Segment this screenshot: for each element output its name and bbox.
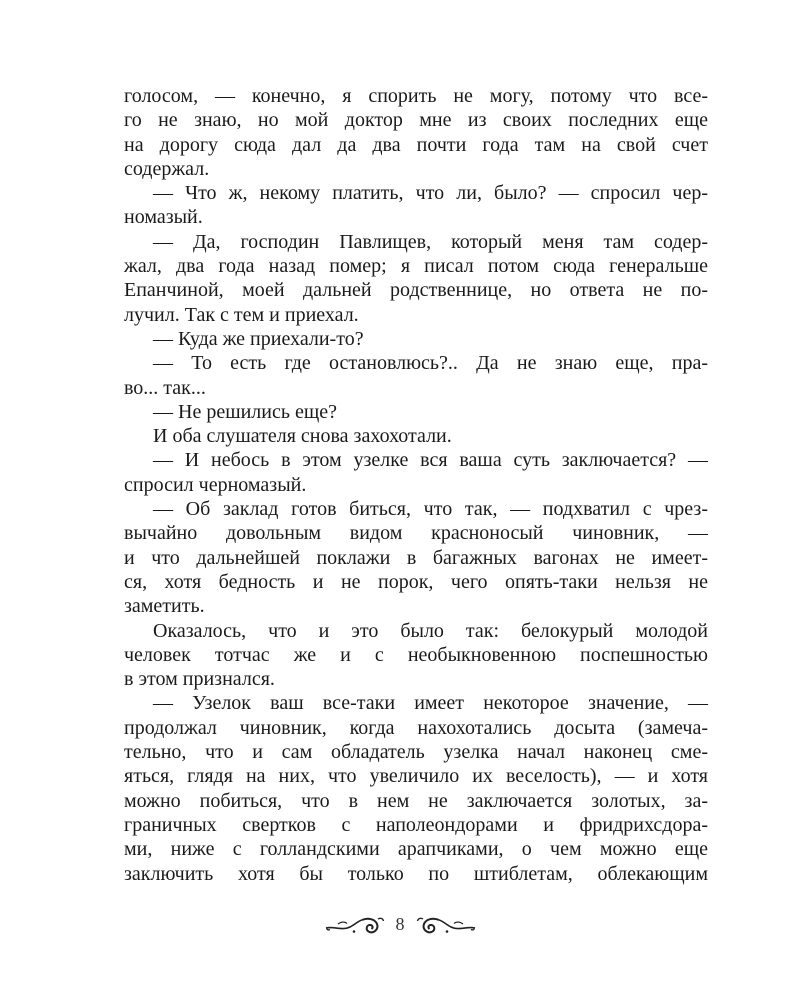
text-line: продолжал чиновник, когда нахохотались досыта (замеча-	[124, 716, 708, 739]
text-line: яться, глядя на них, что увеличило их веселость), — и хотя	[124, 765, 708, 788]
text-line: человек тотчас же и с необыкновенною поспешностью	[124, 643, 708, 666]
text-line: заключить хотя бы только по штиблетам, облекающим	[124, 862, 708, 885]
text-line: го не знаю, но мой доктор мне из своих последних еще	[124, 109, 708, 132]
text-line: — Об заклад готов биться, что так, — подхватил с чрез-	[153, 498, 708, 521]
text-line: в этом признался.	[124, 668, 275, 691]
text-line: на дорогу сюда дал да два почти года там на свой счет	[124, 133, 708, 156]
text-line: голосом, — конечно, я спорить не могу, потому что все-	[124, 85, 708, 107]
text-line: ми, ниже с голландскими арапчиками, о чем можно еще	[124, 838, 708, 861]
text-line: — Узелок ваш все-таки имеет некоторое значение, —	[153, 692, 708, 715]
text-line: — Куда же приехали-то?	[153, 327, 364, 350]
right-scroll-ornament-icon	[415, 911, 477, 937]
text-line: содержал.	[124, 157, 210, 180]
text-line: — Что ж, некому платить, что ли, было? — спросил чер-	[153, 182, 708, 205]
text-line: лучил. Так с тем и приехал.	[124, 303, 359, 326]
text-line: И оба слушателя снова захохотали.	[153, 425, 452, 448]
text-line: во... так...	[124, 376, 206, 399]
text-line: — Да, господин Павлищев, который меня там содер-	[153, 230, 708, 253]
text-line: спросил черномазый.	[124, 473, 307, 496]
page-footer	[0, 902, 800, 946]
text-line: — То есть где остановлюсь?.. Да не знаю еще, пра-	[153, 352, 708, 375]
text-line: ся, хотя бедность и не порок, чего опять-таки нельзя не	[124, 570, 708, 593]
left-scroll-ornament-icon	[324, 911, 386, 937]
text-line: — Не решились еще?	[153, 400, 338, 423]
text-line: граничных свертков с наполеондорами и фридрихсдора-	[124, 813, 708, 836]
text-line: — И небось в этом узелке вся ваша суть заключается? —	[153, 449, 708, 472]
page-number: 8	[395, 913, 405, 934]
text-line: вычайно довольным видом красноносый чиновник, —	[124, 522, 708, 545]
text-line: Епанчиной, моей дальней родственнице, но ответа не по-	[124, 279, 708, 302]
text-line: можно побиться, что в нем не заключается золотых, за-	[124, 789, 708, 812]
text-line: заметить.	[124, 595, 205, 618]
text-line: Оказалось, что и это было так: белокурый молодой	[153, 619, 708, 642]
text-line: жал, два года назад помер; я писал потом сюда генеральше	[124, 255, 708, 278]
text-line: номазый.	[124, 206, 203, 229]
body-text	[124, 84, 708, 886]
text-line: тельно, что и сам обладатель узелка начал наконец сме-	[124, 741, 708, 764]
text-line: и что дальнейшей поклажи в багажных вагонах не имеет-	[124, 546, 708, 569]
